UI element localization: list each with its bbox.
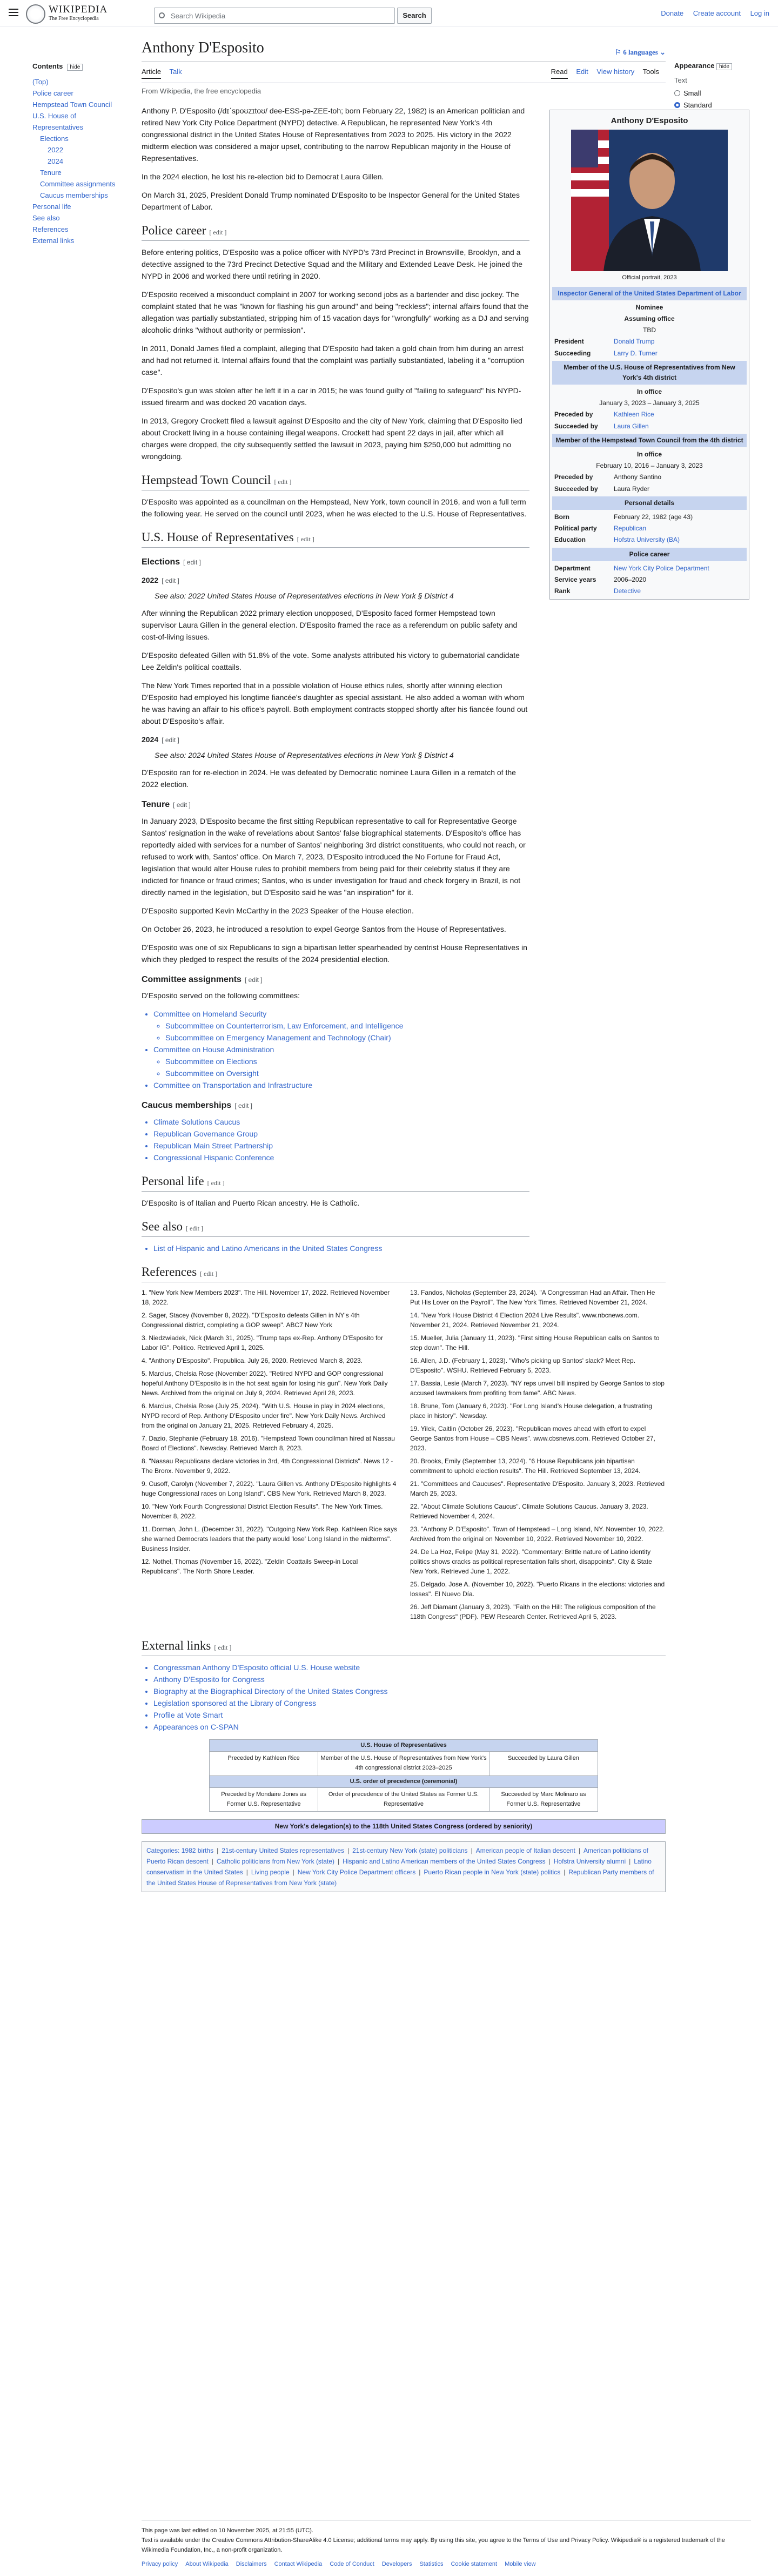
infobox-value: February 22, 1982 (age 43): [614, 513, 693, 521]
toc-subitem[interactable]: 2022: [48, 146, 63, 154]
section-heading: U.S. House of Representatives [ edit ]: [142, 529, 529, 548]
list-item[interactable]: • Committee on Transportation and Infrastructure: [153, 1079, 529, 1091]
section-heading: External links [ edit ]: [142, 1638, 666, 1656]
references-section: [142, 1264, 666, 1893]
list-item[interactable]: • Committee on Homeland Security: [153, 1008, 529, 1020]
reference-item: 21. "Committees and Caucuses". Representative D'Esposito. January 3, 2023. Retrieved March 25, 2023.: [410, 1479, 665, 1497]
categories-label[interactable]: Categories:: [146, 1847, 180, 1855]
header: [0, 0, 778, 27]
category-separator: |: [564, 1868, 566, 1876]
category-link[interactable]: 21st-century New York (state) politicians: [352, 1847, 468, 1855]
toc-subitem[interactable]: Committee assignments: [40, 180, 116, 188]
toc-item[interactable]: References: [32, 225, 69, 233]
logo-subtitle: The Free Encyclopedia: [49, 16, 99, 22]
toc-hide-button[interactable]: hide: [67, 64, 83, 71]
list-item[interactable]: • Committee on House Administration: [153, 1044, 529, 1055]
search-icon: [159, 12, 165, 18]
infobox-in-office: In office: [636, 388, 662, 396]
reference-item: 9. Cusoff, Carolyn (November 7, 2022). "Laura Gillen vs. Anthony D'Esposito highlights 4 huge Congressional races on Long Island". CBS New York. Retrieved March 8, 2023.: [142, 1479, 397, 1497]
infobox-value[interactable]: Larry D. Turner: [614, 349, 658, 357]
reference-item: 15. Mueller, Julia (January 11, 2023). "First sitting House Republican calls on Santos to step down". The Hill.: [410, 1334, 660, 1351]
preceded-by[interactable]: Preceded by Kathleen Rice: [227, 1755, 300, 1762]
see-also-list: [153, 1242, 529, 1254]
reference-item: 18. Brune, Tom (January 6, 2023). "For Long Island's House delegation, a frustrating place in history". Newsday.: [410, 1402, 652, 1420]
reference-item: 1. "New York New Members 2023". The Hill. November 17, 2022. Retrieved November 18, 2022.: [142, 1288, 390, 1306]
list-item[interactable]: ◦ Subcommittee on Oversight: [165, 1067, 529, 1079]
toc-item[interactable]: Police career: [32, 89, 73, 97]
toc-item[interactable]: See also: [32, 214, 60, 222]
footer-link[interactable]: Code of Conduct: [330, 2561, 374, 2567]
toc-item[interactable]: Hempstead Town Council: [32, 100, 112, 109]
toc-subitem[interactable]: Caucus memberships: [40, 191, 108, 199]
infobox-assuming: Assuming office: [624, 314, 675, 322]
reference-item: 11. Dorman, John L. (December 31, 2022). "Outgoing New York Rep. Kathleen Rice says she warned Democrats leaders that the party would 'lose' Long Island in the midterms". Business Insider.: [142, 1525, 397, 1552]
reference-item: 17. Bassia, Lesie (March 7, 2023). "NY reps unveil bill inspired by George Santos to stop accused lawmakers from profiting from fame". ABC News.: [410, 1379, 665, 1397]
infobox-label: Service years: [554, 575, 596, 583]
reference-column-left: [142, 1288, 397, 1625]
paragraph: In 2013, Gregory Crockett filed a lawsuit against D'Esposito and the city of New York, claiming that D'Esposito lied about Crockett living in a house containing illegal weapons. Crockett had spent 22 days in jail, after which all charges were dropped, the city subsequently settled the lawsuit in 2023, paying him $250,000 but admitting no wrongdoing.: [142, 416, 522, 461]
infobox-value[interactable]: Hofstra University (BA): [614, 536, 680, 544]
appearance-title: Appearance hide: [674, 60, 766, 72]
logo-title[interactable]: WIKIPEDIA: [49, 4, 108, 15]
footer-links: [142, 2559, 751, 2569]
category-link[interactable]: Puerto Rican people in New York (state) politics: [424, 1868, 561, 1876]
languages-button[interactable]: ⚐ 6 languages ⌄: [615, 48, 666, 56]
category-link[interactable]: American politicians of Puerto Rican descent: [146, 1847, 648, 1866]
reference-item: 2. Sager, Stacey (November 8, 2022). "D'Esposito defeats Gillen in NY's 4th Congressional district, completing a GOP sweep". ABC7 New York: [142, 1311, 360, 1329]
category-link[interactable]: American people of Italian descent: [475, 1847, 575, 1855]
tools-menu[interactable]: Tools: [642, 68, 659, 76]
paragraph: D'Esposito's gun was stolen after he left it in a car in 2015; he was found guilty of "failing to safeguard" his NYPD-issued firearm and was docked 20 vacation days.: [142, 386, 521, 407]
paragraph: In January 2023, D'Esposito became the first sitting Republican representative to call for Representative George Santos' resignation in the wake of revelations about Santos' false biographical statements. D'Esposito's office has reportedly aided with services for a number of Santos' neighboring 3rd district constituents, who could not reach, or refused to work with, Santos' office. On March 7, 2023, D'Esposito introduced the No Fortune for Fraud Act, legislation that would alter House rules to prohibit members from being paid for their celebrity status if they are indicted for finance or fraud crimes; Santos, who is under investigation for fraud and check forgery in Brazil, is not directly named in the legislation, but D'Esposito said he was "an inspiration" for it.: [142, 816, 526, 897]
page-tabs: [142, 66, 666, 83]
list-item[interactable]: • Profile at Vote Smart: [153, 1709, 666, 1721]
reference-item: 4. "Anthony D'Esposito". Propublica. July 26, 2020. Retrieved March 8, 2023.: [142, 1356, 363, 1364]
footer-link[interactable]: Contact Wikipedia: [274, 2561, 323, 2567]
toc-title: Contents hide: [32, 60, 127, 73]
category-link[interactable]: Hofstra University alumni: [553, 1858, 626, 1866]
infobox-label: Succeeding: [554, 349, 591, 357]
committee-list: [153, 1008, 529, 1091]
last-edited: This page was last edited on 10 November 2025, at 21:55 (UTC).: [142, 2527, 313, 2534]
list-item[interactable]: ◦ Subcommittee on Elections: [165, 1055, 529, 1067]
infobox-dates: February 10, 2016 – January 3, 2023: [596, 462, 703, 470]
edit-section-link[interactable]: [ edit ]: [244, 976, 263, 984]
section-heading: Police career [ edit ]: [142, 223, 529, 241]
create-account-link[interactable]: Create account: [693, 9, 741, 17]
paragraph: In 2011, Donald James filed a complaint, alleging that D'Esposito had taken a gold chain from him during an arrest and had not returned it. Internal affairs found that the complaint was partially substantiated, labeling it a "corruption case".: [142, 344, 525, 376]
donate-link[interactable]: Donate: [661, 9, 684, 17]
infobox-office[interactable]: Inspector General of the United States Department of Labor: [552, 287, 747, 300]
edit-section-link[interactable]: [ edit ]: [162, 736, 179, 744]
infobox-value[interactable]: Detective: [614, 587, 641, 595]
from-wikipedia: From Wikipedia, the free encyclopedia: [142, 87, 261, 95]
infobox-dates: January 3, 2023 – January 3, 2025: [599, 399, 700, 407]
reference-item: 8. "Nassau Republicans declare victories in 3rd, 4th Congressional Districts". News 12 - The Bronx. November 9, 2022.: [142, 1457, 393, 1475]
infobox-label: Education: [554, 536, 586, 544]
list-item[interactable]: • List of Hispanic and Latino Americans in the United States Congress: [153, 1242, 529, 1254]
infobox-label: Succeeded by: [554, 422, 598, 430]
list-item[interactable]: ◦ Subcommittee on Counterterrorism, Law Enforcement, and Intelligence: [165, 1020, 529, 1032]
infobox: [549, 110, 749, 600]
infobox-label: Department: [554, 564, 591, 572]
tab-edit[interactable]: Edit: [576, 68, 588, 76]
infobox-label: Preceded by: [554, 411, 593, 419]
reference-item: 12. Nothel, Thomas (November 16, 2022). "Zeldin Coattails Sweep-in Local Republicans". The North Shore Leader.: [142, 1557, 358, 1575]
lead-paragraph: In the 2024 election, he lost his re-election bid to Democrat Laura Gillen.: [142, 172, 384, 181]
page-footer: [142, 2520, 751, 2569]
reference-item: 5. Marcius, Chelsia Rose (November 2022). "Retired NYPD and GOP congressional hopeful Anthony D'Esposito is in the hot seat again for losing his gun". New York Daily News. Archived from the original on July 9, 2024. Retrieved April 28, 2023.: [142, 1369, 388, 1397]
category-separator: |: [629, 1858, 631, 1866]
section-heading: See also [ edit ]: [142, 1219, 529, 1237]
edit-section-link[interactable]: [ edit ]: [183, 558, 201, 566]
infobox-nominee: Nominee: [635, 303, 663, 311]
subsubsection-heading: 2024 [ edit ]: [142, 735, 179, 744]
reference-item: 3. Niedzwiadek, Nick (March 31, 2025). "Trump taps ex-Rep. Anthony D'Esposito for Labor IG". Politico. Retrieved April 1, 2025.: [142, 1334, 383, 1351]
succession-box: [209, 1739, 598, 1812]
list-item[interactable]: • Republican Governance Group: [153, 1128, 529, 1140]
toc-subitem[interactable]: 2024: [48, 157, 63, 165]
official-portrait-image[interactable]: [571, 130, 728, 271]
caucus-list: [153, 1116, 529, 1163]
tab-view-history[interactable]: View history: [596, 68, 635, 76]
see-also-hatnote[interactable]: See also: 2022 United States House of Representatives elections in New York § District 4: [155, 591, 454, 600]
category-link[interactable]: Hispanic and Latino American members of the United States Congress: [343, 1858, 546, 1866]
subsection-heading: Caucus memberships [ edit ]: [142, 1101, 252, 1111]
subsubsection-heading: 2022 [ edit ]: [142, 576, 179, 585]
list-item[interactable]: • Appearances on C-SPAN: [153, 1721, 666, 1733]
paragraph: After winning the Republican 2022 primary election unopposed, D'Esposito faced former Hempstead town supervisor Laura Gillen in the general election. D'Esposito framed the race as a referendum on public safety and cost-of-living issues.: [142, 609, 518, 642]
infobox-label: Political party: [554, 524, 597, 533]
category-link[interactable]: Catholic politicians from New York (state): [216, 1858, 334, 1866]
reference-item: 19. Yilek, Caitlin (October 26, 2023). "Republican moves ahead with effort to expel George Santos from House – CBS News". www.cbsnews.com. Retrieved October 27, 2023.: [410, 1424, 655, 1452]
user-links: [653, 8, 769, 19]
reference-item: 6. Marcius, Chelsia Rose (July 25, 2024). "With U.S. House in play in 2024 elections, NYPD record of Rep. Anthony D'Esposito under fire". New York Daily News. Archived from the original on January 21, 2025. Retrieved February 4, 2025.: [142, 1402, 386, 1429]
category-separator: |: [337, 1858, 340, 1866]
edit-section-link[interactable]: [ edit ]: [234, 1102, 252, 1110]
search-button[interactable]: Search: [397, 8, 432, 24]
page-title: Anthony D'Esposito ⚐ 6 languages ⌄: [142, 38, 666, 62]
category-separator: |: [217, 1847, 219, 1855]
reference-column-right: [410, 1288, 666, 1625]
navbox-delegation[interactable]: New York's delegation(s) to the 118th United States Congress (ordered by seniority): [142, 1819, 666, 1834]
search-input[interactable]: Search Wikipedia: [154, 8, 395, 24]
paragraph: Before entering politics, D'Esposito was a police officer with NYPD's 73rd Precinct in Brownsville, Brooklyn, and a detective assigned to the 73rd Precinct Detective Squad and the Military and Extended Leave Desk. He joined the NYPD in 2006 and worked there until retiring in 2020.: [142, 247, 523, 280]
list-item[interactable]: • Climate Solutions Caucus: [153, 1116, 529, 1128]
footer-link[interactable]: Mobile view: [505, 2561, 536, 2567]
edit-section-link[interactable]: [ edit ]: [162, 577, 179, 585]
edit-section-link[interactable]: [ edit ]: [214, 1643, 232, 1651]
category-link[interactable]: 21st-century United States representatives: [222, 1847, 344, 1855]
section-heading: Hempstead Town Council [ edit ]: [142, 472, 529, 490]
text-small-radio[interactable]: Small: [674, 88, 766, 99]
reference-item: 26. Jeff Diamant (January 3, 2023). "Faith on the Hill: The religious composition of the 118th Congress" (PDF). PEW Research Center. Retrieved April 5, 2023.: [410, 1603, 656, 1620]
categories-box: [142, 1841, 666, 1892]
infobox-office[interactable]: Member of the Hempstead Town Council from the 4th district: [552, 434, 747, 447]
infobox-label: Born: [554, 513, 569, 521]
footer-link[interactable]: Cookie statement: [451, 2561, 498, 2567]
infobox-title: Anthony D'Esposito: [611, 116, 688, 125]
edit-section-link[interactable]: [ edit ]: [207, 1179, 225, 1187]
infobox-value: Laura Ryder: [614, 485, 650, 493]
infobox-tbd: TBD: [643, 326, 656, 334]
list-item[interactable]: • Congressional Hispanic Conference: [153, 1152, 529, 1163]
appearance-hide-button[interactable]: hide: [716, 63, 732, 70]
tab-talk[interactable]: Talk: [169, 68, 182, 76]
subsection-heading: Elections [ edit ]: [142, 557, 201, 567]
infobox-value[interactable]: Kathleen Rice: [614, 411, 654, 419]
infobox-section: Police career: [552, 548, 747, 561]
category-link[interactable]: Latino conservatism in the United States: [146, 1858, 652, 1876]
category-link[interactable]: 1982 births: [181, 1847, 214, 1855]
article-content: [142, 105, 529, 1254]
reference-item: 14. "New York House District 4 Election 2024 Live Results". www.nbcnews.com. November 21, 2024. Retrieved November 21, 2024.: [410, 1311, 640, 1329]
category-link[interactable]: Republican Party members of the United States House of Representatives from New York (state): [146, 1868, 654, 1887]
category-separator: |: [246, 1868, 248, 1876]
infobox-label: Preceded by: [554, 473, 593, 481]
infobox-label: Succeeded by: [554, 485, 598, 493]
category-separator: |: [347, 1847, 350, 1855]
paragraph: On October 26, 2023, he introduced a resolution to expel George Santos from the House of Representatives.: [142, 924, 506, 933]
reference-list: [142, 1288, 666, 1628]
category-separator: |: [211, 1858, 213, 1866]
reference-item: 25. Delgado, Jose A. (November 10, 2022). "Puerto Ricans in the elections: victories and losses". El Nuevo Día.: [410, 1580, 665, 1598]
edit-section-link[interactable]: [ edit ]: [173, 801, 191, 809]
reference-item: 16. Allen, J.D. (February 1, 2023). "Who's picking up Santos' slack? Meet Rep. D'Esposito". WSHU. Retrieved February 5, 2023.: [410, 1356, 636, 1374]
infobox-value[interactable]: Donald Trump: [614, 338, 655, 346]
paragraph: D'Esposito defeated Gillen with 51.8% of the vote. Some analysts attributed his victory to gubernatorial candidate Lee Zeldin's political coattails.: [142, 651, 520, 672]
edit-section-link[interactable]: [ edit ]: [297, 535, 314, 543]
paragraph: The New York Times reported that in a possible violation of House ethics rules, shortly after winning election D'Esposito had employed his longtime fiancée's daughter as special assistant. He also added a woman with whom he was having an affair to his office's payroll. Both employment contracts stopped shortly after his fiancée found out about D'Esposito's affair.: [142, 681, 528, 726]
reference-item: 13. Fandos, Nicholas (September 23, 2024). "A Congressman Had an Affair. Then He Put His Lover on the Payroll". The New York Times. Retrieved November 21, 2024.: [410, 1288, 655, 1306]
text-size-label: Text: [674, 76, 687, 84]
footer-link[interactable]: Privacy policy: [142, 2561, 178, 2567]
category-list: [146, 1847, 654, 1887]
edit-section-link[interactable]: [ edit ]: [200, 1269, 218, 1277]
see-also-hatnote[interactable]: See also: 2024 United States House of Representatives elections in New York § District 4: [155, 750, 454, 759]
list-item[interactable]: • Biography at the Biographical Directory of the United States Congress: [153, 1685, 666, 1697]
paragraph: D'Esposito was one of six Republicans to sign a bipartisan letter spearheaded by centrist House Representatives in which they pledged to respect the results of the 2024 presidential election.: [142, 943, 527, 964]
list-item[interactable]: ◦ Subcommittee on Emergency Management and Technology (Chair): [165, 1032, 529, 1044]
section-heading: Personal life [ edit ]: [142, 1173, 529, 1192]
preceded-by[interactable]: Preceded by Mondaire Jones as Former U.S. Representative: [221, 1791, 306, 1807]
portrait-caption: Official portrait, 2023: [622, 274, 677, 281]
succession-header[interactable]: U.S. House of Representatives: [210, 1740, 598, 1752]
lead-paragraph: Anthony P. D'Esposito (/dɪˈspoʊzɪtoʊ/ dee-ESS-pə-ZEE-toh; born February 22, 1982) is an American politician and retired New York City Police Department (NYPD) detective. A Republican, he represented New York's 4th congressional district in the United States House of Representatives from 2023 to 2025. His victory in the 2022 midterm election was considered a major upset, contributing to the narrow Republican majority in the House of Representatives.: [142, 106, 525, 163]
category-link[interactable]: New York City Police Department officers: [297, 1868, 416, 1876]
list-item[interactable]: • Anthony D'Esposito for Congress: [153, 1673, 666, 1685]
license-text: Text is available under the Creative Commons Attribution-ShareAlike 4.0 License; additional terms may apply. By using this site, you agree to the Terms of Use and Privacy Policy. Wikipedia® is a registered trademark of the Wikimedia Foundation, Inc., a non-profit organization.: [142, 2537, 725, 2553]
succeeded-by[interactable]: Succeeded by Laura Gillen: [507, 1755, 579, 1762]
reference-item: 7. Dazio, Stephanie (February 18, 2016). "Hempstead Town councilman hired at Nassau Board of Elections". Newsday. Retrieved March 8, 2023.: [142, 1434, 395, 1452]
category-link[interactable]: Living people: [251, 1868, 290, 1876]
paragraph: D'Esposito was appointed as a councilman on the Hempstead, New York, town council in 2016, and won a full term the following year. He served on the council until 2023, when he was elected to the U.S. House of Representatives.: [142, 497, 527, 518]
reference-item: 20. Brooks, Emily (September 13, 2024). "6 House Republicans join bipartisan commitment to uphold election results". The Hill. Retrieved September 13, 2024.: [410, 1457, 641, 1475]
edit-section-link[interactable]: [ edit ]: [186, 1224, 204, 1232]
toc-subitem[interactable]: Tenure: [40, 169, 62, 177]
text-standard-radio[interactable]: Standard: [674, 99, 766, 111]
footer-link[interactable]: Disclaimers: [236, 2561, 267, 2567]
tab-article[interactable]: Article: [142, 68, 161, 79]
subsection-heading: Tenure [ edit ]: [142, 799, 191, 809]
infobox-value[interactable]: Republican: [614, 524, 647, 533]
list-item[interactable]: • Legislation sponsored at the Library of Congress: [153, 1697, 666, 1709]
paragraph: D'Esposito is of Italian and Puerto Rican ancestry. He is Catholic.: [142, 1198, 360, 1207]
paragraph: D'Esposito ran for re-election in 2024. He was defeated by Democratic nominee Laura Gillen in a rematch of the 2022 election.: [142, 768, 516, 789]
section-heading: References [ edit ]: [142, 1264, 666, 1282]
reference-item: 22. "About Climate Solutions Caucus". Climate Solutions Caucus. January 3, 2023. Retrieved November 4, 2024.: [410, 1502, 648, 1520]
infobox-in-office: In office: [636, 450, 662, 459]
paragraph: D'Esposito supported Kevin McCarthy in the 2023 Speaker of the House election.: [142, 906, 414, 915]
category-separator: |: [548, 1858, 551, 1866]
log-in-link[interactable]: Log in: [750, 9, 769, 17]
infobox-section: Personal details: [552, 496, 747, 510]
infobox-label: President: [554, 338, 584, 346]
toc-item[interactable]: U.S. House of Representatives: [32, 112, 83, 131]
infobox-value: 2006–2020: [614, 575, 647, 583]
category-separator: |: [419, 1868, 421, 1876]
infobox-value[interactable]: Laura Gillen: [614, 422, 649, 430]
external-links-list: [153, 1662, 666, 1733]
footer-link[interactable]: Statistics: [419, 2561, 444, 2567]
main-menu-icon[interactable]: [9, 9, 18, 16]
paragraph: D'Esposito served on the following committees:: [142, 991, 300, 1000]
paragraph: D'Esposito received a misconduct complaint in 2007 for working second jobs as a bartender and disc jockey. The complaint stated that he was "known for flashing his gun around" and being "reckless"; internal affairs found that the allegation was partially substantiated, stripping him of 15 vacation days for "wrongfully" working as a DJ and serving alcoholic drinks "without authority or permission".: [142, 290, 529, 334]
toc-item[interactable]: (Top): [32, 78, 49, 86]
succeeded-by[interactable]: Succeeded by Marc Molinaro as Former U.S. Representative: [501, 1791, 586, 1807]
tab-read[interactable]: Read: [551, 68, 568, 79]
footer-link[interactable]: Developers: [381, 2561, 412, 2567]
wikipedia-globe-logo[interactable]: [26, 4, 45, 24]
reference-item: 24. De La Hoz, Felipe (May 31, 2022). "Commentary: Brittle nature of Latino identity politics shows cracks as political representation falls short, disappoints". City & State New York. Retrieved June 1, 2022.: [410, 1548, 652, 1575]
infobox-value[interactable]: New York City Police Department: [614, 564, 709, 572]
office-title[interactable]: Order of precedence of the United States as Former U.S. Representative: [318, 1788, 489, 1811]
edit-section-link[interactable]: [ edit ]: [209, 228, 227, 236]
toc-item[interactable]: Personal life: [32, 203, 71, 211]
toc-subitem[interactable]: Elections: [40, 134, 69, 143]
infobox-label: Rank: [554, 587, 571, 595]
succession-header[interactable]: U.S. order of precedence (ceremonial): [210, 1775, 598, 1788]
reference-item: 10. "New York Fourth Congressional District Election Results". The New York Times. November 8, 2022.: [142, 1502, 383, 1520]
infobox-value: Anthony Santino: [614, 473, 662, 481]
toc-item[interactable]: External links: [32, 237, 75, 245]
lead-paragraph: On March 31, 2025, President Donald Trump nominated D'Esposito to be Inspector General for the United States Department of Labor.: [142, 190, 520, 211]
category-separator: |: [578, 1847, 580, 1855]
category-separator: |: [471, 1847, 473, 1855]
edit-section-link[interactable]: [ edit ]: [274, 477, 292, 486]
reference-item: 23. "Anthony P. D'Esposito". Town of Hempstead – Long Island, NY. November 10, 2022. Archived from the original on November 10, 2022. Retrieved November 10, 2022.: [410, 1525, 665, 1543]
subsection-heading: Committee assignments [ edit ]: [142, 974, 263, 984]
footer-link[interactable]: About Wikipedia: [185, 2561, 229, 2567]
table-of-contents: [32, 60, 127, 246]
infobox-office[interactable]: Member of the U.S. House of Representatives from New York's 4th district: [552, 361, 747, 385]
office-title[interactable]: Member of the U.S. House of Representatives from New York's 4th congressional district 2023–2025: [318, 1752, 489, 1775]
list-item[interactable]: • Congressman Anthony D'Esposito official U.S. House website: [153, 1662, 666, 1673]
category-separator: |: [292, 1868, 294, 1876]
list-item[interactable]: • Republican Main Street Partnership: [153, 1140, 529, 1152]
